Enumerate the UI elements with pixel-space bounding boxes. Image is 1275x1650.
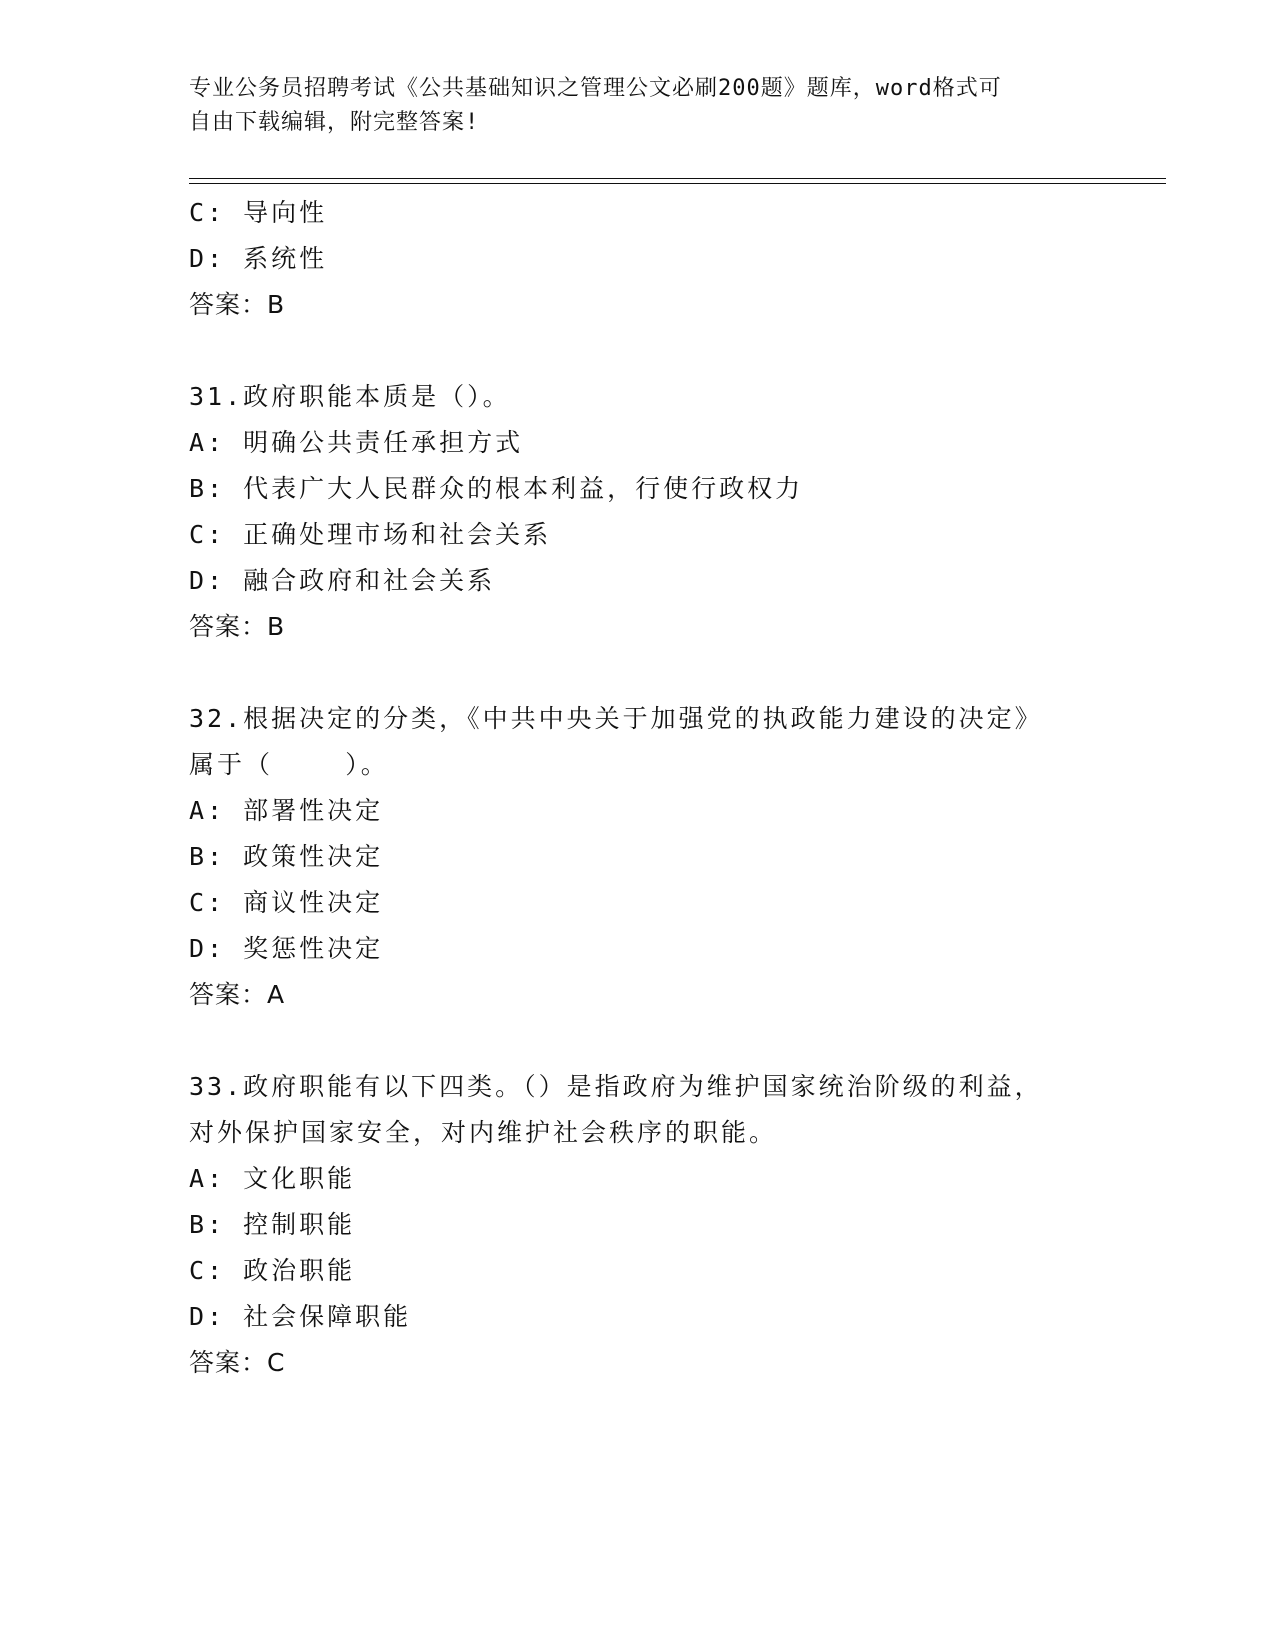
- option-c: C: 正确处理市场和社会关系: [189, 520, 552, 549]
- option-b: B: 控制职能: [189, 1210, 356, 1239]
- option-a: A: 文化职能: [189, 1164, 356, 1193]
- question-stem: 33.政府职能有以下四类。（）是指政府为维护国家统治阶级的利益，: [189, 1072, 1043, 1101]
- spacer: [189, 328, 1089, 374]
- spacer: [189, 650, 1089, 696]
- question-stem: 32.根据决定的分类，《中共中央关于加强党的执政能力建设的决定》: [189, 704, 1043, 733]
- previous-question-tail: [189, 190, 1089, 328]
- question-stem-continued: 属于（ ）。: [189, 750, 389, 779]
- question-content: [189, 190, 1089, 1386]
- question-stem: 31.政府职能本质是（）。: [189, 382, 511, 411]
- option-d: D: 系统性: [189, 244, 328, 273]
- header-divider-top: [189, 178, 1166, 179]
- question-31: [189, 374, 1089, 650]
- option-c: C: 导向性: [189, 198, 328, 227]
- option-c: C: 政治职能: [189, 1256, 356, 1285]
- option-d: D: 奖惩性决定: [189, 934, 384, 963]
- option-a: A: 明确公共责任承担方式: [189, 428, 524, 457]
- spacer: [189, 1018, 1089, 1064]
- question-32: [189, 696, 1089, 1018]
- option-a: A: 部署性决定: [189, 796, 384, 825]
- option-c: C: 商议性决定: [189, 888, 384, 917]
- option-d: D: 融合政府和社会关系: [189, 566, 496, 595]
- question-33: [189, 1064, 1089, 1386]
- header-divider-bottom: [189, 183, 1166, 184]
- document-header: [189, 72, 1079, 140]
- header-line-1: 专业公务员招聘考试《公共基础知识之管理公文必刷200题》题库，word格式可: [189, 76, 1002, 101]
- header-line-2: 自由下载编辑，附完整答案!: [189, 110, 480, 135]
- answer: 答案：B: [189, 290, 286, 319]
- question-stem-continued: 对外保护国家安全，对内维护社会秩序的职能。: [189, 1118, 778, 1147]
- answer: 答案：B: [189, 612, 286, 641]
- answer: 答案：A: [189, 980, 286, 1009]
- option-d: D: 社会保障职能: [189, 1302, 412, 1331]
- option-b: B: 政策性决定: [189, 842, 384, 871]
- answer: 答案：C: [189, 1348, 286, 1377]
- option-b: B: 代表广大人民群众的根本利益，行使行政权力: [189, 474, 804, 503]
